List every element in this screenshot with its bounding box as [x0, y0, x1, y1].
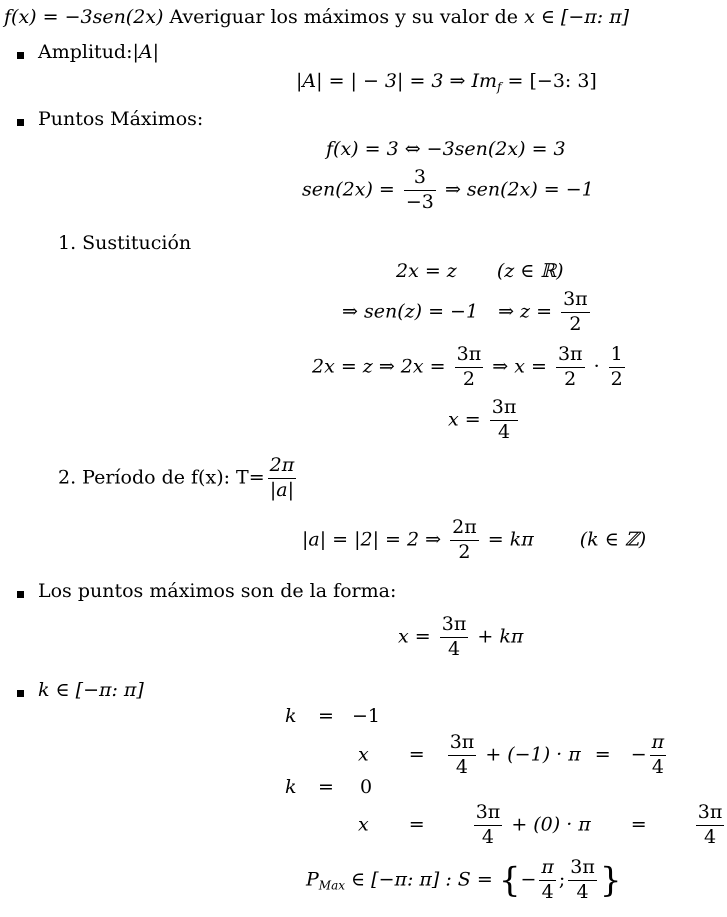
frac-num: 3π [556, 345, 585, 368]
frac-num: 3π [474, 803, 503, 826]
maximos-condition: f(x) = 3 ⇔ −3sen(2x) = 3 [326, 138, 566, 160]
sen-eq-left: sen(2x) = [302, 178, 395, 201]
bullet-amplitud [17, 52, 24, 59]
domain-interval: x ∈ [−π: π] [524, 6, 630, 28]
fraction-3pi-over-4 [440, 615, 469, 660]
frac-num: 1 [609, 345, 625, 368]
final-p: P [306, 868, 319, 891]
sustitucion-line4 [448, 398, 521, 443]
amplitud-eq-tail: = [−3: 3] [501, 70, 597, 92]
frac-den: 2 [564, 367, 577, 390]
final-brace-open: { [498, 860, 521, 901]
fraction-3pi-over-4 [568, 858, 597, 903]
frac-num: 2π [450, 518, 479, 541]
frac-num: 3π [455, 345, 484, 368]
frac-den: 4 [651, 755, 664, 778]
frac-num: 2π [268, 456, 297, 479]
frac-num: 3π [490, 398, 519, 421]
forma-equation [398, 615, 523, 660]
periodo-label-text: 2. Período de f(x): T= [58, 466, 265, 489]
fraction-2pi-over-a [268, 456, 297, 501]
sust-l2-left: ⇒ sen(z) = −1 [342, 300, 479, 323]
forma-eq-right: + kπ [477, 625, 524, 648]
k2-eq: = [318, 776, 334, 798]
x2-eq2: = [630, 813, 647, 836]
x1-eq: = [408, 743, 425, 766]
sustitucion-line3 [312, 345, 628, 390]
periodo-eq-b: = kπ [487, 528, 534, 551]
final-mid: ∈ [−π: π] : S = [345, 868, 493, 891]
x2-var: x [358, 813, 369, 836]
frac-num: 3π [568, 858, 597, 881]
amplitud-label: Amplitud: [38, 41, 133, 63]
sust-l3-b: ⇒ x = [492, 355, 547, 378]
bullet-puntos-maximos [17, 119, 24, 126]
x1-result-sign: − [630, 743, 647, 766]
puntos-maximos-heading: Puntos Máximos: [38, 108, 204, 130]
step-sustitucion-label: 1. Sustitución [58, 232, 192, 254]
forma-eq-left: x = [398, 625, 431, 648]
sust-l1-note: (z ∈ ℝ) [496, 260, 564, 282]
problem-statement [4, 8, 629, 27]
step-periodo-label [58, 456, 299, 501]
forma-heading: Los puntos máximos son de la forma: [38, 580, 397, 602]
frac-den: −3 [405, 190, 434, 213]
fraction-3pi-over-4 [474, 803, 503, 848]
frac-den: 4 [497, 420, 511, 443]
frac-num: 3π [561, 290, 590, 313]
k1-value: −1 [352, 705, 381, 727]
frac-den: 4 [447, 637, 461, 660]
frac-den: |a| [269, 478, 294, 501]
sust-l2-mid: ⇒ z = [498, 300, 553, 323]
final-sub: Max [318, 878, 346, 893]
fraction-3pi-over-4 [696, 803, 725, 848]
frac-num: 3π [448, 733, 477, 756]
frac-num: 3π [696, 803, 725, 826]
fraction-1-over-2 [609, 345, 625, 390]
fraction-3pi-over-4 [448, 733, 477, 778]
fraction-pi-over-4 [539, 858, 556, 903]
x2-row [358, 803, 727, 848]
x1-row [358, 733, 669, 778]
periodo-equation [302, 518, 646, 563]
frac-den: 4 [704, 825, 717, 848]
fraction-3pi-over-2 [561, 290, 590, 335]
frac-den: 2 [569, 312, 582, 335]
sust-l3-a: 2x = z ⇒ 2x = [312, 355, 446, 378]
k-range-heading: k ∈ [−π: π] [38, 679, 144, 701]
bullet-k-range [17, 690, 24, 697]
sust-l4-left: x = [448, 408, 481, 431]
amplitud-equation [296, 72, 597, 93]
sust-l1-eq: 2x = z [396, 260, 457, 282]
frac-den: 2 [458, 540, 471, 563]
k2-k: k [285, 776, 297, 798]
final-solution-set [306, 858, 622, 903]
frac-den: 4 [576, 880, 589, 903]
amplitud-expr: |A| [132, 41, 160, 63]
frac-den: 4 [481, 825, 495, 848]
sustitucion-line2 [342, 290, 593, 335]
x2-tail: + (0) · π [511, 813, 591, 836]
final-brace-close: } [599, 860, 622, 901]
final-sep: ; [558, 868, 566, 891]
final-sign: − [520, 868, 537, 891]
k1-k: k [285, 705, 297, 727]
amplitud-heading [38, 43, 159, 62]
frac-num: 3π [440, 615, 469, 638]
fraction-2pi-over-2 [450, 518, 479, 563]
periodo-eq-a: |a| = |2| = 2 ⇒ [302, 528, 442, 551]
x2-eq: = [408, 813, 425, 836]
k1-eq: = [318, 705, 334, 727]
frac-den: 2 [462, 367, 475, 390]
frac-num: 3 [404, 168, 436, 191]
frac-num: π [650, 733, 667, 756]
sustitucion-line1 [396, 262, 564, 281]
function-definition: f(x) = −3sen(2x) [4, 6, 164, 28]
k2-value: 0 [360, 776, 373, 798]
frac-den: 4 [541, 880, 554, 903]
x1-tail: + (−1) · π [485, 743, 581, 766]
bullet-forma [17, 591, 24, 598]
x1-var: x [358, 743, 369, 766]
fraction-3pi-over-2 [556, 345, 585, 390]
sust-l3-dot: · [593, 355, 600, 378]
periodo-eq-note: (k ∈ ℤ) [579, 528, 647, 551]
fraction-pi-over-4 [650, 733, 667, 778]
task-text: Averiguar los máximos y su valor de [169, 6, 519, 28]
fraction-3pi-over-2 [455, 345, 484, 390]
frac-den: 2 [610, 367, 623, 390]
fraction-3pi-over-4 [490, 398, 519, 443]
frac-num: π [539, 858, 556, 881]
sen-eq-right: ⇒ sen(2x) = −1 [444, 178, 594, 201]
x1-eq2: = [594, 743, 611, 766]
amplitud-eq-sub: f [497, 80, 502, 94]
maximos-sen-equation [302, 168, 594, 213]
amplitud-eq-main: |A| = | − 3| = 3 ⇒ Im [296, 70, 498, 92]
frac-den: 4 [455, 755, 469, 778]
fraction-3-over-neg3 [404, 168, 436, 213]
